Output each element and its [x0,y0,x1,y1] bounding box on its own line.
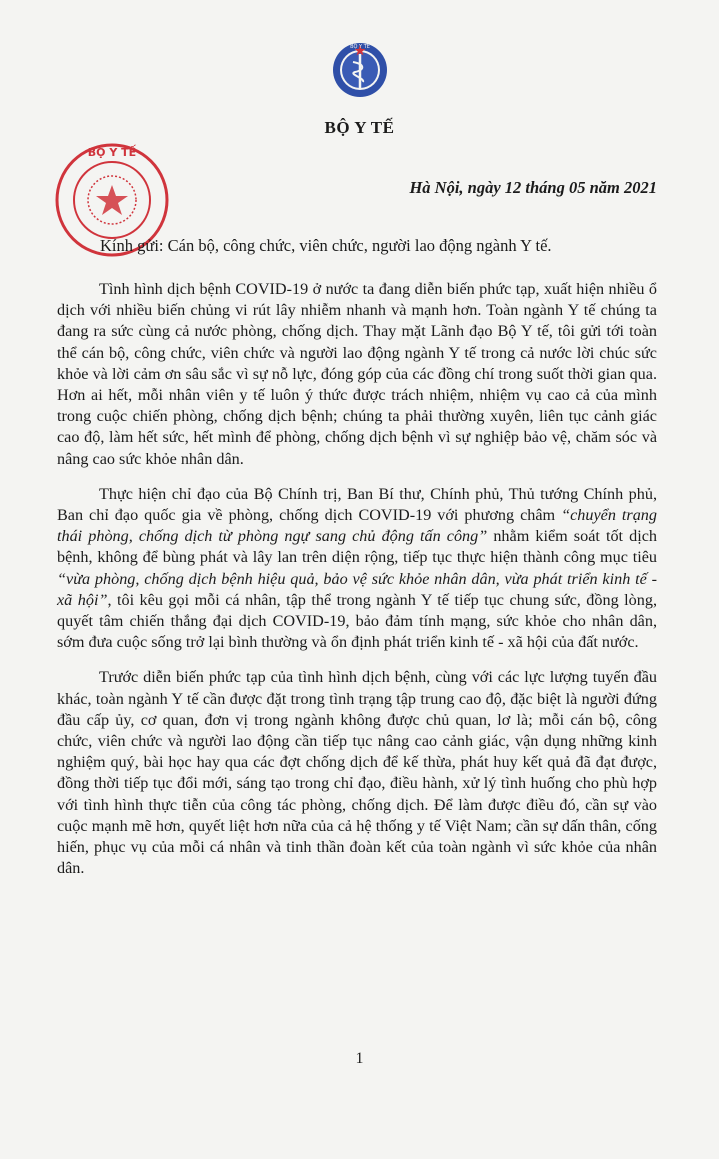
salutation: Kính gửi: Cán bộ, công chức, viên chức, người lao động ngành Y tế. [100,236,552,255]
stamp-text: BỘ Y TẾ [87,146,137,159]
ministry-of-health-logo [330,36,390,106]
date-line: Hà Nội, ngày 12 tháng 05 năm 2021 [409,178,657,197]
paragraph-2: Thực hiện chỉ đạo của Bộ Chính trị, Ban Bí thư, Chính phủ, Thủ tướng Chính phủ, Ban chỉ đạo quốc gia về phòng, chống dịch COVID-19 với phương châm “chuyển trạng thái phòng, chống dịch từ phòng ngự sang chủ động tấn công” nhằm kiểm soát tốt dịch bệnh, không để bùng phát và lây lan trên diện rộng, tiếp tục thực hiện thành công mục tiêu “vừa phòng, chống dịch bệnh hiệu quả, bảo vệ sức khỏe nhân dân, vừa phát triển kinh tế - xã hội”, tôi kêu gọi mỗi cá nhân, tập thể trong ngành Y tế tiếp tục chung sức, đồng lòng, quyết tâm chiến thắng đại dịch COVID-19, bảo đảm tính mạng, sức khỏe cho nhân dân, sớm đưa cuộc sống trở lại bình thường và ổn định phát triển kinh tế - xã hội của đất nước. [57,484,657,652]
letter-body [57,279,657,893]
paragraph-1: Tình hình dịch bệnh COVID-19 ở nước ta đang diễn biến phức tạp, xuất hiện nhiều ổ dịch với nhiều biến chủng vi rút lây nhiễm nhanh và mạnh hơn. Toàn ngành Y tế chúng ta đang ra sức cùng cả nước phòng, chống dịch. Thay mặt Lãnh đạo Bộ Y tế, tôi gửi tới toàn thể cán bộ, công chức, viên chức và người lao động ngành Y tế trong cả nước lời chúc sức khỏe và lời cảm ơn sâu sắc vì sự nỗ lực, đóng góp của các đồng chí trong suốt thời gian qua. Hơn ai hết, mỗi nhân viên y tế luôn ý thức được trách nhiệm, nhiệm vụ cao cả của mình trong cuộc chiến phòng, chống dịch bệnh; chúng ta phải thường xuyên, liên tục cảnh giác cao độ, làm hết sức, hết mình để phòng, chống dịch bệnh vì sự nghiệp bảo vệ, chăm sóc và nâng cao sức khỏe nhân dân. [57,280,657,468]
page-number: 1 [355,1050,364,1067]
paragraph-3: Trước diễn biến phức tạp của tình hình dịch bệnh, cùng với các lực lượng tuyến đầu khác, toàn ngành Y tế cần được đặt trong tình trạng tập trung cao độ, đặc biệt là người đứng đầu cấp ủy, cơ quan, đơn vị trong ngành không được chủ quan, lơ là; mỗi cán bộ, công chức, viên chức và người lao động cần tiếp tục nâng cao cảnh giác, vận dụng những kinh nghiệm quý, bài học hay qua các đợt chống dịch để kế thừa, phát huy kết quả đã đạt được, đồng thời tiếp tục đổi mới, sáng tạo trong chỉ đạo, điều hành, xử lý tình huống cho phù hợp với tình hình thực tiễn của công tác phòng, chống dịch. Để làm được điều đó, cần sự vào cuộc mạnh mẽ hơn, quyết liệt hơn nữa của cả hệ thống y tế Việt Nam; cần sự dấn thân, cống hiến, phục vụ của mỗi cá nhân và tinh thần đoàn kết của toàn ngành vì sức khỏe của nhân dân. [57,668,657,878]
organization-name: BỘ Y TẾ [324,118,395,137]
logo-text: BỘ Y TẾ [350,44,370,50]
